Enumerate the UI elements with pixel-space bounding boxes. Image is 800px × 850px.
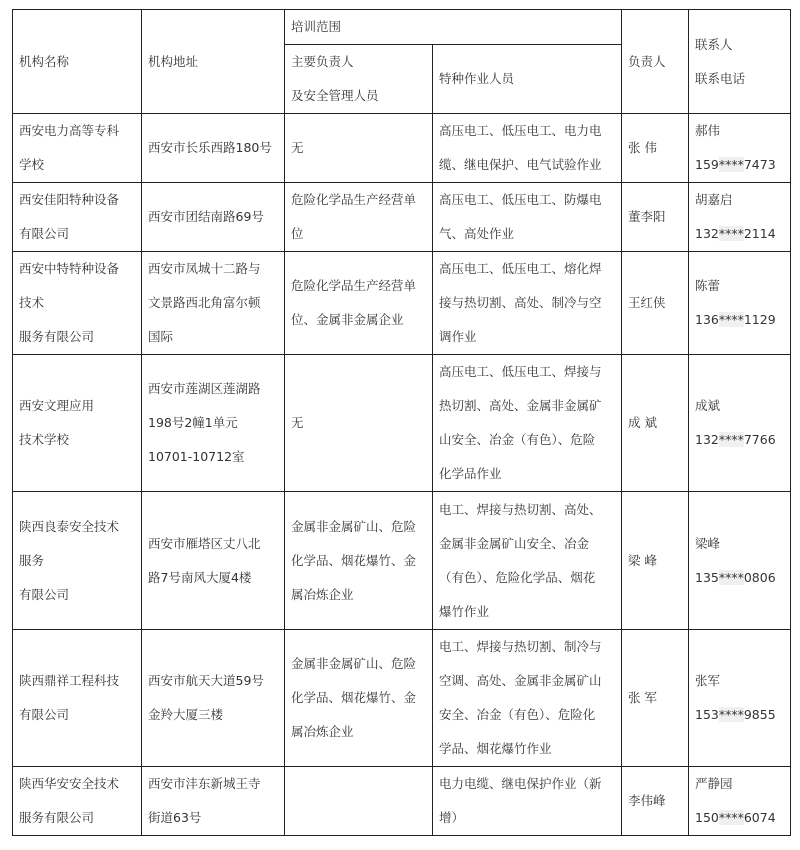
responsible-cell: 梁 峰 <box>622 492 689 630</box>
phone-suffix: 1129 <box>743 312 776 327</box>
special-ops-cell: 高压电工、低压电工、焊接与 热切割、高处、金属非金属矿 山安全、冶金（有色）、危险 化学品作业 <box>433 355 622 492</box>
org-address-cell: 西安市团结南路69号 <box>142 183 285 252</box>
table-row <box>13 114 791 183</box>
responsible-cell: 王红侠 <box>622 252 689 355</box>
special-ops-cell: 高压电工、低压电工、电力电 缆、继电保护、电气试验作业 <box>433 114 622 183</box>
org-address-cell: 西安市雁塔区丈八北 路7号南风大厦4楼 <box>142 492 285 630</box>
contact-name: 张军 <box>695 673 721 688</box>
contact-name: 严静园 <box>695 776 733 791</box>
header-special-ops: 特种作业人员 <box>433 45 622 114</box>
phone-mask: **** <box>718 810 744 825</box>
header-org-address: 机构地址 <box>142 10 285 114</box>
org-name-cell: 西安电力高等专科 学校 <box>13 114 142 183</box>
contact-phone <box>695 432 776 447</box>
principal-staff-cell: 金属非金属矿山、危险 化学品、烟花爆竹、金 属冶炼企业 <box>285 630 433 767</box>
org-name-cell: 陕西华安安全技术 服务有限公司 <box>13 767 142 836</box>
phone-suffix: 7473 <box>743 157 776 172</box>
phone-prefix: 135 <box>695 569 719 585</box>
contact-name: 梁峰 <box>695 535 721 551</box>
contact-phone <box>695 810 776 825</box>
phone-mask: **** <box>718 707 744 722</box>
phone-prefix: 150 <box>695 810 719 825</box>
special-ops-cell: 电工、焊接与热切割、高处、 金属非金属矿山安全、冶金 （有色）、危险化学品、烟花 爆竹作业 <box>433 492 622 630</box>
table-row <box>13 355 791 492</box>
org-address-cell: 西安市莲湖区莲湖路 198号2幢1单元 10701-10712室 <box>142 355 285 492</box>
contact-cell <box>689 114 791 183</box>
phone-mask: **** <box>718 226 744 241</box>
phone-prefix: 132 <box>695 432 719 447</box>
responsible-cell: 成 斌 <box>622 355 689 492</box>
special-ops-cell: 电力电缆、继电保护作业（新 增） <box>433 767 622 836</box>
org-address-cell: 西安市凤城十二路与 文景路西北角富尔顿 国际 <box>142 252 285 355</box>
table-row <box>13 252 791 355</box>
table-row <box>13 492 791 630</box>
principal-staff-cell: 无 <box>285 355 433 492</box>
phone-mask: **** <box>718 312 744 327</box>
contact-name: 陈蕾 <box>695 278 721 293</box>
contact-cell <box>689 767 791 836</box>
contact-cell <box>689 183 791 252</box>
phone-suffix: 2114 <box>743 226 776 241</box>
phone-prefix: 132 <box>695 226 719 241</box>
contact-phone <box>695 226 776 241</box>
org-address-cell: 西安市沣东新城王寺 街道63号 <box>142 767 285 836</box>
principal-staff-cell <box>285 767 433 836</box>
table-row <box>13 183 791 252</box>
contact-cell <box>689 252 791 355</box>
responsible-cell: 张 伟 <box>622 114 689 183</box>
training-institutions-table <box>12 9 791 836</box>
org-name-cell: 陕西良泰安全技术 服务 有限公司 <box>13 492 142 630</box>
principal-staff-cell: 危险化学品生产经营单 位 <box>285 183 433 252</box>
contact-phone <box>695 707 776 722</box>
table-row <box>13 630 791 767</box>
phone-mask: **** <box>718 569 744 585</box>
phone-mask: **** <box>718 432 744 447</box>
phone-prefix: 159 <box>695 157 719 172</box>
principal-staff-cell: 无 <box>285 114 433 183</box>
contact-phone <box>695 312 776 327</box>
responsible-cell: 张 军 <box>622 630 689 767</box>
table-row <box>13 767 791 836</box>
special-ops-cell: 高压电工、低压电工、熔化焊 接与热切割、高处、制冷与空 调作业 <box>433 252 622 355</box>
contact-name: 郝伟 <box>695 123 721 138</box>
phone-suffix: 9855 <box>743 707 776 722</box>
contact-cell <box>689 630 791 767</box>
org-name-cell: 西安佳阳特种设备 有限公司 <box>13 183 142 252</box>
contact-phone <box>695 570 776 585</box>
phone-suffix: 6074 <box>743 810 776 825</box>
phone-prefix: 136 <box>695 312 719 327</box>
contact-cell <box>689 355 791 492</box>
contact-name: 胡嘉启 <box>695 192 733 207</box>
org-name-cell: 西安中特特种设备 技术 服务有限公司 <box>13 252 142 355</box>
special-ops-cell: 高压电工、低压电工、防爆电 气、高处作业 <box>433 183 622 252</box>
header-org-name: 机构名称 <box>13 10 142 114</box>
contact-cell <box>689 492 791 630</box>
principal-staff-cell: 金属非金属矿山、危险 化学品、烟花爆竹、金 属冶炼企业 <box>285 492 433 630</box>
header-contact: 联系人 联系电话 <box>689 10 791 114</box>
phone-prefix: 153 <box>695 707 719 722</box>
org-address-cell: 西安市航天大道59号 金羚大厦三楼 <box>142 630 285 767</box>
responsible-cell: 董李阳 <box>622 183 689 252</box>
header-principal-staff: 主要负责人 及安全管理人员 <box>285 45 433 114</box>
org-name-cell: 西安文理应用 技术学校 <box>13 355 142 492</box>
special-ops-cell: 电工、焊接与热切割、制冷与 空调、高处、金属非金属矿山 安全、冶金（有色）、危险化 学品、烟花爆竹作业 <box>433 630 622 767</box>
responsible-cell: 李伟峰 <box>622 767 689 836</box>
header-training-scope: 培训范围 <box>285 10 622 45</box>
phone-suffix: 0806 <box>743 569 776 585</box>
header-responsible: 负责人 <box>622 10 689 114</box>
principal-staff-cell: 危险化学品生产经营单 位、金属非金属企业 <box>285 252 433 355</box>
contact-phone <box>695 157 776 172</box>
phone-mask: **** <box>718 157 744 172</box>
org-name-cell: 陕西鼎祥工程科技 有限公司 <box>13 630 142 767</box>
phone-suffix: 7766 <box>743 432 776 447</box>
contact-name: 成斌 <box>695 398 721 413</box>
org-address-cell: 西安市长乐西路180号 <box>142 114 285 183</box>
